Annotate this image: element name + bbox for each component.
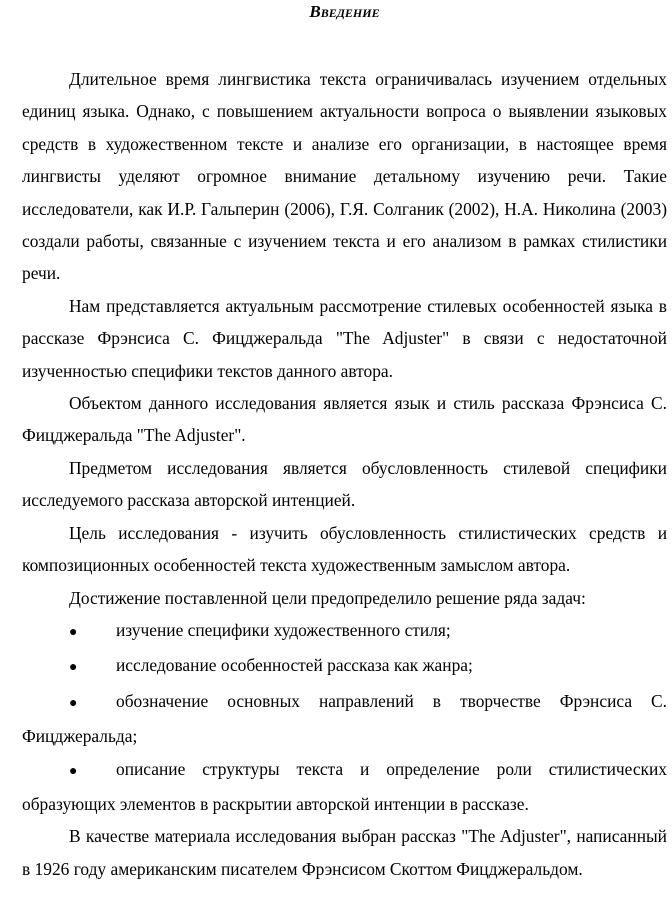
bullet-dot-icon: ● [69, 660, 78, 676]
bullet-dot-icon: ● [69, 624, 78, 640]
paragraph-relevance-intro: Длительное время лингвистика текста ограничивалась изучением отдельных единиц языка. Однако, с повышением актуальности вопроса о выявлении языковых средств в художественном тексте и анализе его организации, в настоящее время лингвисты уделяют огромное внимание детальному изучению речи. Такие исследователи, как И.Р. Гальперин (2006), Г.Я. Солганик (2002), Н.А. Николина (2003) создали работы, связанные с изучением текста и его анализом в рамках стилистики речи. [22, 69, 667, 284]
bullet-text: описание структуры текста и определение роли стилистических образующих элементов в раскрытии авторской интенции в рассказе. [22, 758, 667, 814]
bullet-item [22, 614, 667, 649]
paragraph-goal: Цель исследования - изучить обусловленность стилистических средств и композиционных особенностей текста художественным замыслом автора. [22, 522, 667, 576]
bullet-text: изучение специфики художественного стиля; [116, 619, 451, 640]
document-body [22, 63, 667, 885]
bullet-dot-icon: ● [69, 763, 78, 779]
bullet-text: обозначение основных направлений в творчестве Фрэнсиса С. Фицджеральда; [22, 690, 667, 747]
document-page [22, 0, 667, 885]
bullet-item [22, 685, 667, 753]
paragraph-actuality: Нам представляется актуальным рассмотрение стилевых особенностей языка в рассказе Фрэнсиса С. Фицджеральда "The Adjuster" в связи с недостаточной изученностью специфики текстов данного автора. [22, 295, 667, 381]
paragraph-subject: Предметом исследования является обусловленность стилевой специфики исследуемого рассказа авторской интенцией. [22, 457, 667, 511]
paragraph-object: Объектом данного исследования является язык и стиль рассказа Фрэнсиса С. Фицджеральда "The Adjuster". [22, 393, 667, 446]
bullet-item [22, 649, 667, 684]
paragraph-tasks-intro: Достижение поставленной цели предопределило решение ряда задач: [69, 587, 586, 608]
bullet-item [22, 753, 667, 821]
bullet-dot-icon: ● [69, 695, 78, 711]
document-title: Введение [309, 2, 380, 21]
paragraph-material: В качестве материала исследования выбран рассказ "The Adjuster", написанный в 1926 году американским писателем Фрэнсисом Скоттом Фицджеральдом. [22, 826, 667, 879]
bullet-text: исследование особенностей рассказа как жанра; [116, 655, 473, 676]
